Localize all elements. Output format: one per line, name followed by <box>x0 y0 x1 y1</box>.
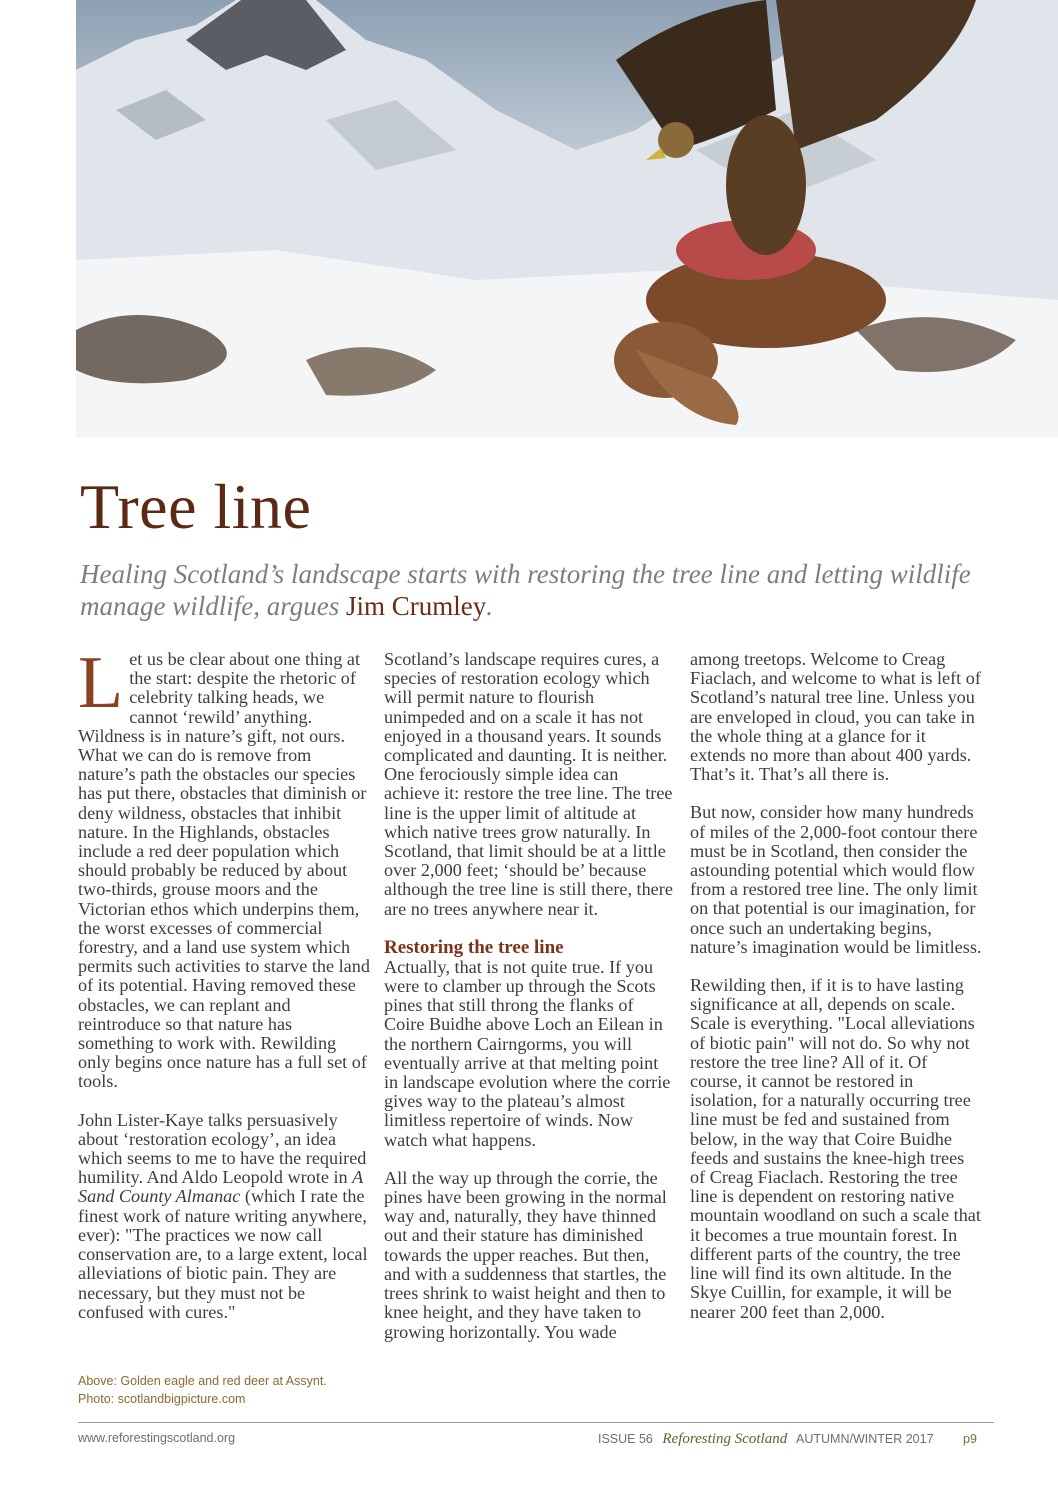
paragraph: Actually, that is not quite true. If you were to clamber up through the Scots pines that still throng the flanks of Coire Buidhe above Loch an Eilean in the northern Cairngorms, you will eventually arrive at that melting point in landscape evolution where the corrie gives way to the plateau’s almost limitless repertoire of winds. Now watch what happens. <box>384 956 671 1150</box>
magazine-name: Reforesting Scotland <box>662 1431 788 1447</box>
column-3 <box>690 650 982 1341</box>
paragraph: All the way up through the corrie, the pines have been growing in the normal way and, naturally, they have thinned out and their stature has diminished towards the upper reaches. But then, and with a suddenness that startles, the trees shrink to waist height and then to knee height, and they have taken to growing horizontally. You wade <box>384 1167 667 1342</box>
column-1 <box>78 642 370 1341</box>
article-standfirst: Healing Scotland’s landscape starts with restoring the tree line and letting wildlife manage wildlife, argues Jim Crumley. <box>80 559 971 621</box>
section-subhead: Restoring the tree line <box>384 936 564 958</box>
footer-issue-info <box>598 1431 977 1448</box>
paragraph: Rewilding then, if it is to have lasting significance at all, depends on scale. Scale is everything. "Local alleviations of biotic pain" will not do. So why not restore the tree line? All of it. Of course, it cannot be restored in isolation, for a naturally occurring tree line must be fed and sustained from below, in the way that Coire Buidhe feeds and sustains the knee-high trees of Creag Fiaclach. Restoring the tree line is dependent on restoring native mountain woodland on such a scale that it becomes a true mountain forest. In different parts of the country, the tree line will find its own altitude. In the Skye Cuillin, for example, it will be nearer 200 feet than 2,000. <box>690 975 981 1322</box>
book-title: A Sand County Almanac <box>78 1167 363 1207</box>
photo-golden-eagle-red-deer <box>76 0 1058 438</box>
column-2 <box>384 650 676 1361</box>
paragraph: Let us be clear about one thing at the start: despite the rhetoric of celebrity talking heads, we cannot ‘rewild’ anything. Wildness is in nature’s gift, not ours. What we can do is remove from nature’s path the obstacles our species has put there, obstacles that diminish or deny wildness, obstacles that inhibit nature. In the Highlands, obstacles include a red deer population which should probably be reduced by about two-thirds, grouse moors and the Victorian ethos which underpins them, the worst excesses of commercial forestry, and a land use system which permits such activities to starve the land of its potential. Having removed these obstacles, we can replant and reintroduce so that nature has something to work with. Rewilding only begins once nature has a full set of tools. <box>78 642 370 1092</box>
paragraph: among treetops. Welcome to Creag Fiaclach, and welcome to what is left of Scotland’s natural tree line. Unless you are enveloped in cloud, you can take in the whole thing at a glance for it extends no more than about 400 yards. That’s it. That’s all there is. <box>690 649 981 785</box>
page-number: p9 <box>963 1432 977 1446</box>
author-name: Jim Crumley <box>345 591 487 621</box>
issue-season: AUTUMN/WINTER 2017 <box>796 1432 934 1446</box>
photo-caption: Above: Golden eagle and red deer at Assynt. Photo: scotlandbigpicture.com <box>78 1374 327 1406</box>
footer-rule <box>78 1422 994 1423</box>
paragraph: Scotland’s landscape requires cures, a species of restoration ecology which will permit nature to flourish unimpeded and on a scale it has not enjoyed in a thousand years. It sounds complicated and daunting. It is neither. One ferociously simple idea can achieve it: restore the tree line. The tree line is the upper limit of altitude at which native trees grow naturally. In Scotland, that limit should be at a little over 2,000 feet; ‘should be’ because although the tree line is still there, there are no trees anywhere near it. <box>384 649 673 919</box>
paragraph: John Lister-Kaye talks persuasively about ‘restoration ecology’, an idea which seems to me to have the required humility. And Aldo Leopold wrote in A Sand County Almanac (which I rate the finest work of nature writing anywhere, ever): "The practices we now call conservation are, to a large extent, local alleviations of biotic pain. They are necessary, but they must not be confused with cures." <box>78 1109 368 1322</box>
issue-number: ISSUE 56 <box>598 1432 653 1446</box>
article-title: Tree line <box>80 471 312 542</box>
footer-url[interactable]: www.reforestingscotland.org <box>78 1431 236 1445</box>
paragraph: But now, consider how many hundreds of miles of the 2,000-foot contour there must be in Scotland, then consider the astounding potential which would flow from a restored tree line. The only limit on that potential is our imagination, for once such an undertaking begins, nature’s imagination would be limitless. <box>690 802 982 957</box>
drop-cap: L <box>78 642 124 724</box>
